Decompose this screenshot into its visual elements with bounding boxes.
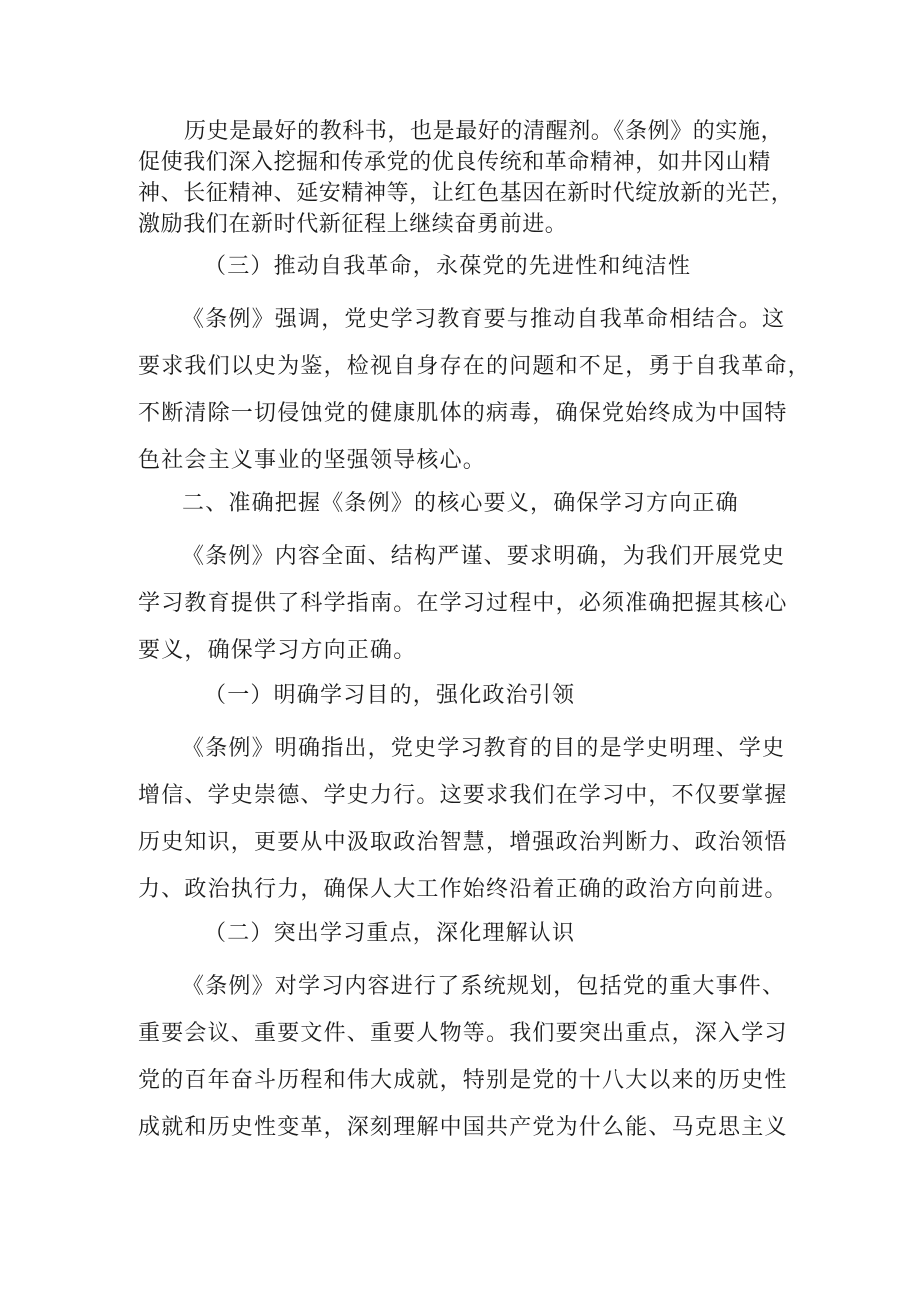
text-line: 学习教育提供了科学指南。在学习过程中，必须准确把握其核心 (138, 591, 788, 616)
text-line: 不断清除一切侵蚀党的健康肌体的病毒，确保党始终成为中国特 (138, 401, 788, 426)
paragraph-self-revolution (138, 296, 811, 484)
text-line: 党的百年奋斗历程和伟大成就，特别是党的十八大以来的历史性 (138, 1068, 788, 1093)
subheading-text: （三）推动自我革命，永葆党的先进性和纯洁性 (204, 254, 692, 279)
text-line: 《条例》对学习内容进行了系统规划，包括党的重大事件、 (182, 974, 786, 999)
text-line: 《条例》内容全面、结构严谨、要求明确，为我们开展党史 (182, 544, 786, 569)
text-line: 历史知识，更要从中汲取政治智慧，增强政治判断力、政治领悟 (138, 830, 788, 855)
section-heading-core-essence (138, 488, 798, 520)
subheading-text: （二）突出学习重点，深化理解认识 (204, 921, 576, 946)
text-line: 《条例》强调，党史学习教育要与推动自我革命相结合。这 (182, 307, 786, 332)
text-line: 增信、学史崇德、学史力行。这要求我们在学习中，不仅要掌握 (138, 783, 788, 808)
text-line: 要义，确保学习方向正确。 (138, 638, 417, 663)
text-line: 要求我们以史为鉴，检视自身存在的问题和不足，勇于自我革命， (138, 354, 811, 379)
section-heading-text: 二、准确把握《条例》的核心要义，确保学习方向正确 (182, 491, 739, 516)
text-line: 成就和历史性变革，深刻理解中国共产党为什么能、马克思主义 (138, 1115, 788, 1140)
text-line: 《条例》明确指出，党史学习教育的目的是学史明理、学史 (182, 736, 786, 761)
text-line: 历史是最好的教科书，也是最好的清醒剂。《条例》的实施， (184, 119, 784, 144)
subheading-self-revolution (138, 251, 798, 283)
text-line: 力、政治执行力，确保人大工作始终沿着正确的政治方向前进。 (138, 877, 788, 902)
text-line: 重要会议、重要文件、重要人物等。我们要突出重点，深入学习 (138, 1021, 788, 1046)
paragraph-learning-purpose (138, 725, 798, 913)
text-line: 激励我们在新时代新征程上继续奋勇前进。 (138, 212, 568, 237)
subheading-learning-focus (138, 918, 798, 950)
paragraph-learning-focus (138, 963, 798, 1151)
subheading-learning-purpose (138, 680, 798, 712)
text-line: 促使我们深入挖掘和传承党的优良传统和革命精神，如井冈山精 (138, 150, 771, 175)
paragraph-history-textbook (138, 116, 798, 240)
text-line: 色社会主义事业的坚强领导核心。 (138, 448, 487, 473)
text-line: 神、长征精神、延安精神等，让红色基因在新时代绽放新的光芒， (138, 181, 794, 206)
subheading-text: （一）明确学习目的，强化政治引领 (204, 683, 576, 708)
paragraph-scientific-guide (138, 533, 798, 674)
